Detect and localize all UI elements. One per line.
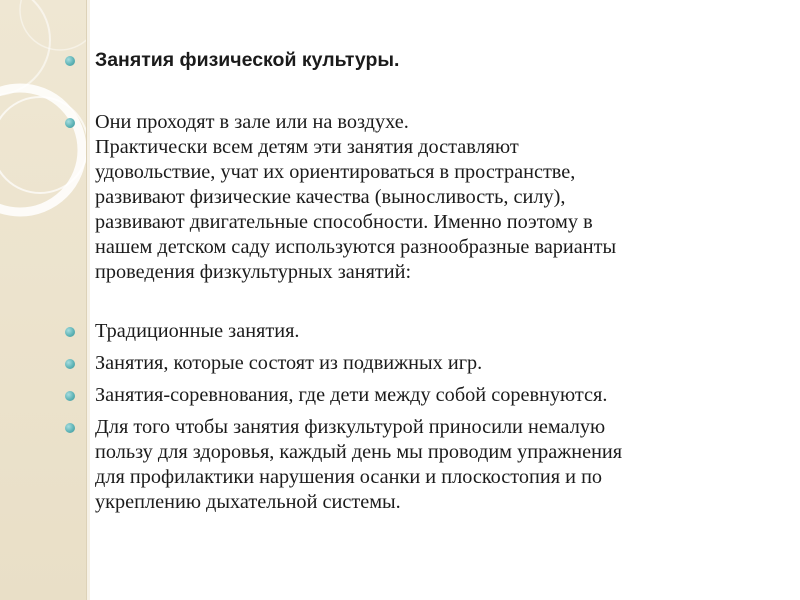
list-item: Занятия, которые состоят из подвижных игр. (62, 351, 797, 376)
list-item: Традиционные занятия. (62, 319, 797, 344)
slide-content (62, 48, 797, 515)
list-item: Для того чтобы занятия физкультурой приносили немалую пользу для здоровья, каждый день мы проводим упражнения для профилактики нарушения осанки и плоскостопия и по укреплению дыхательной системы. (62, 415, 797, 515)
intro-paragraph: Они проходят в зале или на воздухе. Практически всем детям эти занятия доставляют удовольствие, учат их ориентироваться в пространстве, развивают физические качества (выносливость, силу), развивают двигательные способности. Именно поэтому в нашем детском саду используются разнообразные варианты проведения физкультурных занятий: (62, 110, 797, 285)
list-item: Занятия-соревнования, где дети между собой соревнуются. (62, 383, 797, 408)
slide-title: Занятия физической культуры. (62, 48, 797, 72)
